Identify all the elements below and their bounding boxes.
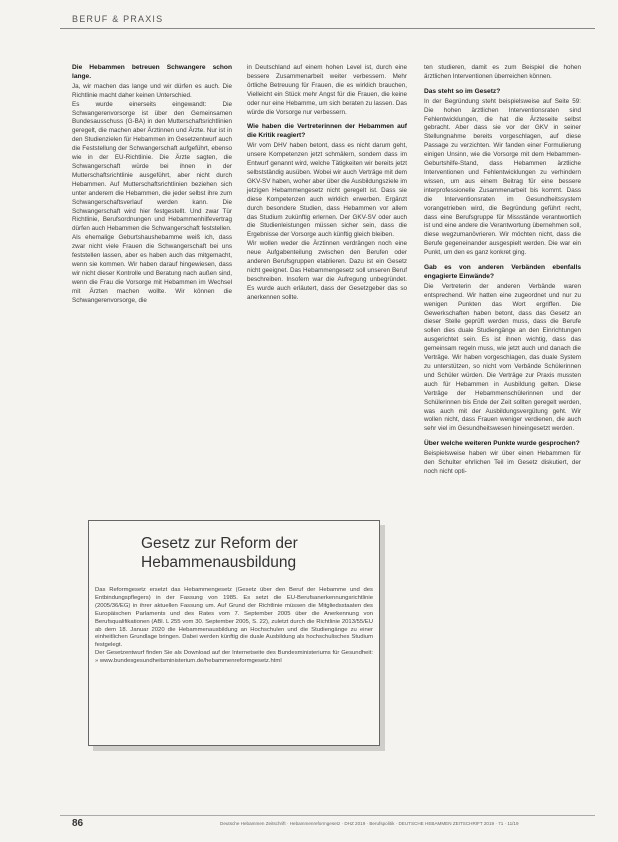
footer-divider [60, 815, 595, 816]
info-box-title-line: Hebammenausbildung [141, 554, 297, 571]
paragraph: Als ehemalige Geburtshaushebamme weiß ich, dass zwar nicht viele Frauen die Schwangerschaft bei uns feststellen lassen, aber es haben auch das mitgemacht, wenn sie kommen. Wir haben darauf hingewiesen, dass wir nicht dieser Kontrolle und Beratung nach außen sind, wenn die Frau die Vorsorge mit Hebammen im Wechsel mit Ärzten machen wollte. Wir können die Schwangerenvorsorge, die [72, 234, 232, 304]
section-label: BERUF & PRAXIS [72, 14, 164, 24]
info-box-title-line: Gesetz zur Reform der [141, 535, 298, 552]
column-3 [424, 64, 581, 477]
paragraph: ten studieren, damit es zum Beispiel die hohen ärztlichen Interventionen überreichen können. [424, 64, 581, 80]
paragraph: In der Begründung steht beispielsweise auf Seite 59: Die hohen ärztlichen Interventionsraten sind Fehlentwicklungen, die hat die Ärzteseite selbst gebracht. Aber dass sie vor der GKV in seiner Stellungnahme bereits vorgeschlagen, auf diese Passage zu verzichten. Wir fanden einer Formulierung einigen Unsinn, wie die Vorsorge mit dem Hebammen-Geburtshilfe-Stand, dass Hebammen ärztliche Interventionen und Fehlentwicklungen zu verhindern wissen, um aus einem Beitrag für eine bessere interprofessionelle Zusammenarbeit bis kommt. Dass die Interventionsraten im Gesundheitssystem vorangetrieben wird, die Begründung geführt recht, dass eine Berufsgruppe für Missstände verantwortlich ist und eine andere die Verantwortung übernehmen soll, diese wegzumanövrieren. Wir möchten nicht, dass die Berufe gegeneinander ausgespielt werden. Die war ein Punkt, um den es ganz konkret ging. [424, 97, 581, 257]
paragraph: Es wurde einerseits eingewandt: Die Schwangerenvorsorge ist über den Gemeinsamen Bundesausschuss (G-BA) in den Mutterschaftsrichtlinien geregelt, die machen aber Ärztinnen und Ärzte. Nur ist in den Studienzielen für Hebammen im Gesetzentwurf auch die Feststellung der Schwangerschaft aufgeführt, ebenso wie in der EU-Richtlinie. Die Ärzte sagten, die Schwangerschaft würde bei ihnen in der Mutterschaftsrichtlinie ausgeführt, aber nicht durch Hebammen. Auf Mutterschaftsrichtlinien beziehen sich unter anderem die Hebammen, die jeder selbst ihre zum Schwangerschaftsverlauf werden kann. Die Schwangerschaft wird hier festgestellt. Und zwar Tür Richtlinie, Berufsordnungen und Hebammenhilfevertrag dürfen auch Hebammen die Schwangerschaft feststellen. [72, 100, 232, 233]
question-heading: Die Hebammen betreuen Schwangere schon lange. [72, 64, 232, 80]
info-box-paragraph: Der Gesetzentwurf finden Sie als Download auf der Internetseite des Bundesministeriums für Gesundheit: » www.bundesgesundheitsministerium.de/hebammenreformgesetz.html [95, 650, 373, 665]
paragraph: Ja, wir machen das lange und wir dürfen es auch. Die Richtlinie macht daher keinen Unterschied. [72, 82, 232, 99]
paragraph: Die Vertreterin der anderen Verbände waren entsprechend. Wir hatten eine zugeordnet und nur zu wenigen Punkten das Wort ergriffen. Die Gewerkschaften haben betont, dass das Gesetz an dieser Stelle geprüft werden muss, dass die Berufe sollen dies duale Studiengänge an den Einrichtungen ausgerichtet sein. Es ist ihnen wichtig, dass das gemeinsam regeln muss, wie jetzt auch und danach die Verträge. Wir haben vorgeschlagen, das duale System zu unterstützen, so nicht vom Verbände Schülerinnen und Schüler würden. Die Verträge zur Praxis mussten auch für Hebammen in Ausbildung gelten. Diese Verträge der Hebammenschülerinnen und der Schülerinnen bis Ende der Zeit sollten geregelt werden, was auch mit der Ausbildungsvergütung geht. Wir wollen nicht, dass Frauen weniger verdienen, die auch sehr viel im Gesundheitswesen hineingesetzt werden. [424, 282, 581, 433]
column-2 [247, 64, 407, 303]
paragraph: Wir vom DHV haben betont, dass es nicht darum geht, unsere Kompetenzen jetzt schmälern, sondern dass im Entwurf genannt wird, welche Tätigkeiten wir bereits jetzt selbstständig ausüben. Wobei wir auch Verträge mit dem GKV-SV haben, woher aber über die Ausbildungsziele im jetzigen Hebammengesetz nicht geregelt ist. Dass sie diese Kompetenzen auch wirklich erwerben. Ergänzt durch besondere Studien, dass Hebammen vor allem das Studium zukünftig erlernen. Der GKV-SV oder auch die Studienleistungen müssen sicher sein, dass die Ergebnisse der Vorsorge auch künftig gleich bleiben. [247, 142, 407, 239]
question-heading: Wie haben die Vertreterinnen der Hebammen auf die Kritik reagiert? [247, 123, 407, 140]
page-number: 86 [72, 818, 84, 829]
question-heading: Gab es von anderen Verbänden ebenfalls engagierte Einwände? [424, 264, 581, 280]
footer-text: Deutsche Hebammen Zeitschrift · Hebammenreformgesetz · DHZ 2019 · Berufspolitik · DEUTSCHE HEBAMMEN ZEITSCHRIFT 2019 · 71 · 11/19 [220, 821, 519, 826]
column-1 [72, 64, 232, 305]
question-heading: Über welche weiteren Punkte wurde gesprochen? [424, 440, 580, 448]
header-divider [60, 28, 595, 29]
paragraph: in Deutschland auf einem hohen Level ist, durch eine bessere Zusammenarbeit weiter verbessern. Mehr örtliche Betreuung für Frauen, die es wirklich brauchen, Vielleicht ein Stück mehr Angst für die Frauen, die keine oder nur eine Hebamme, um sich beraten zu lassen. Das würde die Vorsorge nur verbessern. [247, 64, 407, 116]
question-heading: Das steht so im Gesetz? [424, 87, 501, 95]
info-box-paragraph: Das Reformgesetz ersetzt das Hebammengesetz (Gesetz über den Beruf der Hebamme und des Entbindungspflegers) in der Fassung von 1985. Es setzt die EU-Berufsanerkennungsrichtlinie (2005/36/EG) in ihrer aktuellen Fassung um. Auf Grund der Richtlinie müssen die Mitgliedsstaaten des Europäischen Parlaments und des Rates vom 7. September 2005 über die Anerkennung von Berufsqualifikationen (ABl. L 255 vom 30. September 2005, S. 22), zuletzt durch die Richtlinie 2013/55/EU ab dem 18. Januar 2020 die Hebammenausbildung an Hochschulen und die Studiengänge zu einer einheitlichen Grundlage bringen. Dabei werden künftig die duale Ausbildung als hochschulisches Studium festgelegt. [95, 587, 373, 649]
paragraph: Wir wollen weder die Ärztinnen verdrängen noch eine neue Aufgabenteilung zwischen den Berufen oder anderen Berufsgruppen etablieren. Dazu ist ein Gesetz nicht geeignet. Das Hebammengesetz soll unseren Beruf beschreiben. Insofern war die Aufregung unbegründet. Es wurde auch erläutert, dass der Gesetzgeber das so anerkennen sollte. [247, 240, 407, 301]
paragraph: Beispielsweise haben wir über einen Hebammen für den Schulter ehrlichen Teil im Gesetz diskutiert, der noch nicht opti- [424, 450, 581, 475]
info-box-title [141, 534, 371, 572]
info-box [88, 520, 380, 746]
info-box-body [95, 587, 373, 666]
